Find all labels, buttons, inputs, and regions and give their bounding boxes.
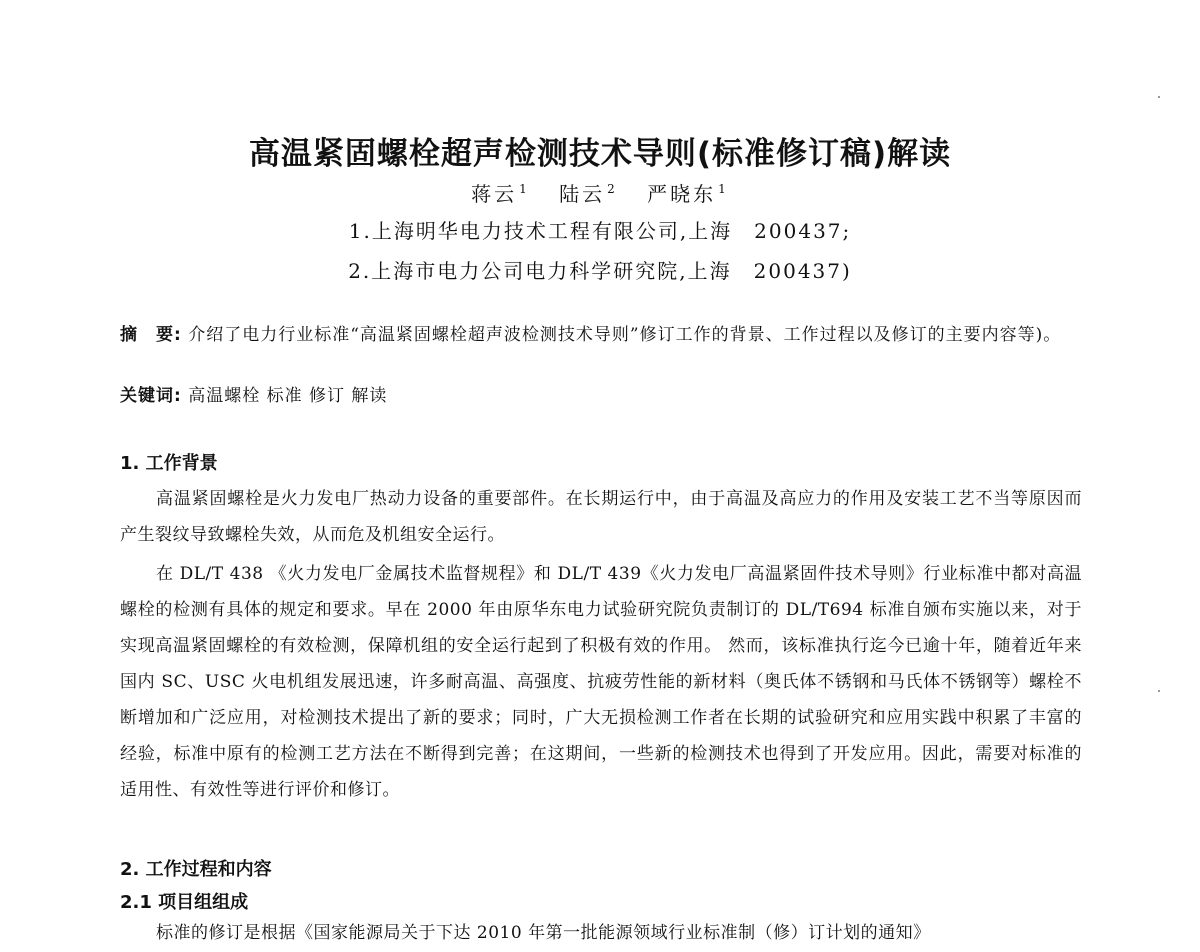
section-heading-process: 2. 工作过程和内容 [120, 859, 272, 880]
keywords [120, 381, 1082, 406]
abstract-label: 摘 要: [120, 325, 182, 345]
author [647, 178, 729, 207]
paragraph-background-1: 高温紧固螺栓是火力发电厂热动力设备的重要部件。在长期运行中，由于高温及高应力的作用及安装工艺不当等原因而产生裂纹导致螺栓失效，从而危及机组安全运行。 [120, 489, 1082, 545]
author-affiliation-mark: 1 [519, 182, 530, 196]
paper-title: 高温紧固螺栓超声检测技术导则(标准修订稿)解读 [248, 136, 952, 172]
subsection-heading-team: 2.1 项目组组成 [120, 892, 249, 913]
author-name: 严晓东 [647, 182, 717, 206]
author [559, 178, 618, 207]
affiliation-2: 2.上海市电力公司电力科学研究院,上海 200437) [348, 259, 852, 283]
author-name: 蒋云 [471, 182, 518, 206]
paragraph-team: 标准的修订是根据《国家能源局关于下达 2010 年第一批能源领域行业标准制（修）订计划的通知》 [156, 923, 931, 943]
author [471, 178, 530, 207]
paragraph-background-2: 在 DL/T 438 《火力发电厂金属技术监督规程》和 DL/T 439《火力发电厂高温紧固件技术导则》行业标准中都对高温螺栓的检测有具体的规定和要求。早在 2000 年由原华东电力试验研究院负责制订的 DL/T694 标准自颁布实施以来，对于实现高温紧固螺栓的有效检测，保障机组的安全运行起到了积极有效的作用。 然而，该标准执行迄今已逾十年，随着近年来国内 SC、USC 火电机组发展迅速，许多耐高温、高强度、抗疲劳性能的新材料（奥氏体不锈钢和马氏体不锈钢等）螺栓不断增加和广泛应用，对检测技术提出了新的要求；同时，广大无损检测工作者在长期的试验研究和应用实践中积累了丰富的经验，标准中原有的检测工艺方法在不断得到完善；在这期间，一些新的检测技术也得到了开发应用。因此，需要对标准的适用性、有效性等进行评价和修订。 [120, 564, 1082, 800]
keywords-label: 关键词: [120, 386, 182, 406]
abstract-text: 介绍了电力行业标准“高温紧固螺栓超声波检测技术导则”修订工作的背景、工作过程以及修订的主要内容等)。 [188, 325, 1062, 345]
abstract [120, 320, 1082, 350]
author-list [0, 178, 1200, 207]
affiliation-1: 1.上海明华电力技术工程有限公司,上海 200437; [348, 219, 852, 243]
author-name: 陆云 [559, 182, 606, 206]
author-affiliation-mark: 1 [718, 182, 729, 196]
author-affiliation-mark: 2 [607, 182, 618, 196]
section-heading-background: 1. 工作背景 [120, 453, 218, 474]
scan-mark [1158, 96, 1160, 98]
scan-mark [1158, 690, 1160, 692]
keywords-text: 高温螺栓 标准 修订 解读 [188, 386, 388, 406]
